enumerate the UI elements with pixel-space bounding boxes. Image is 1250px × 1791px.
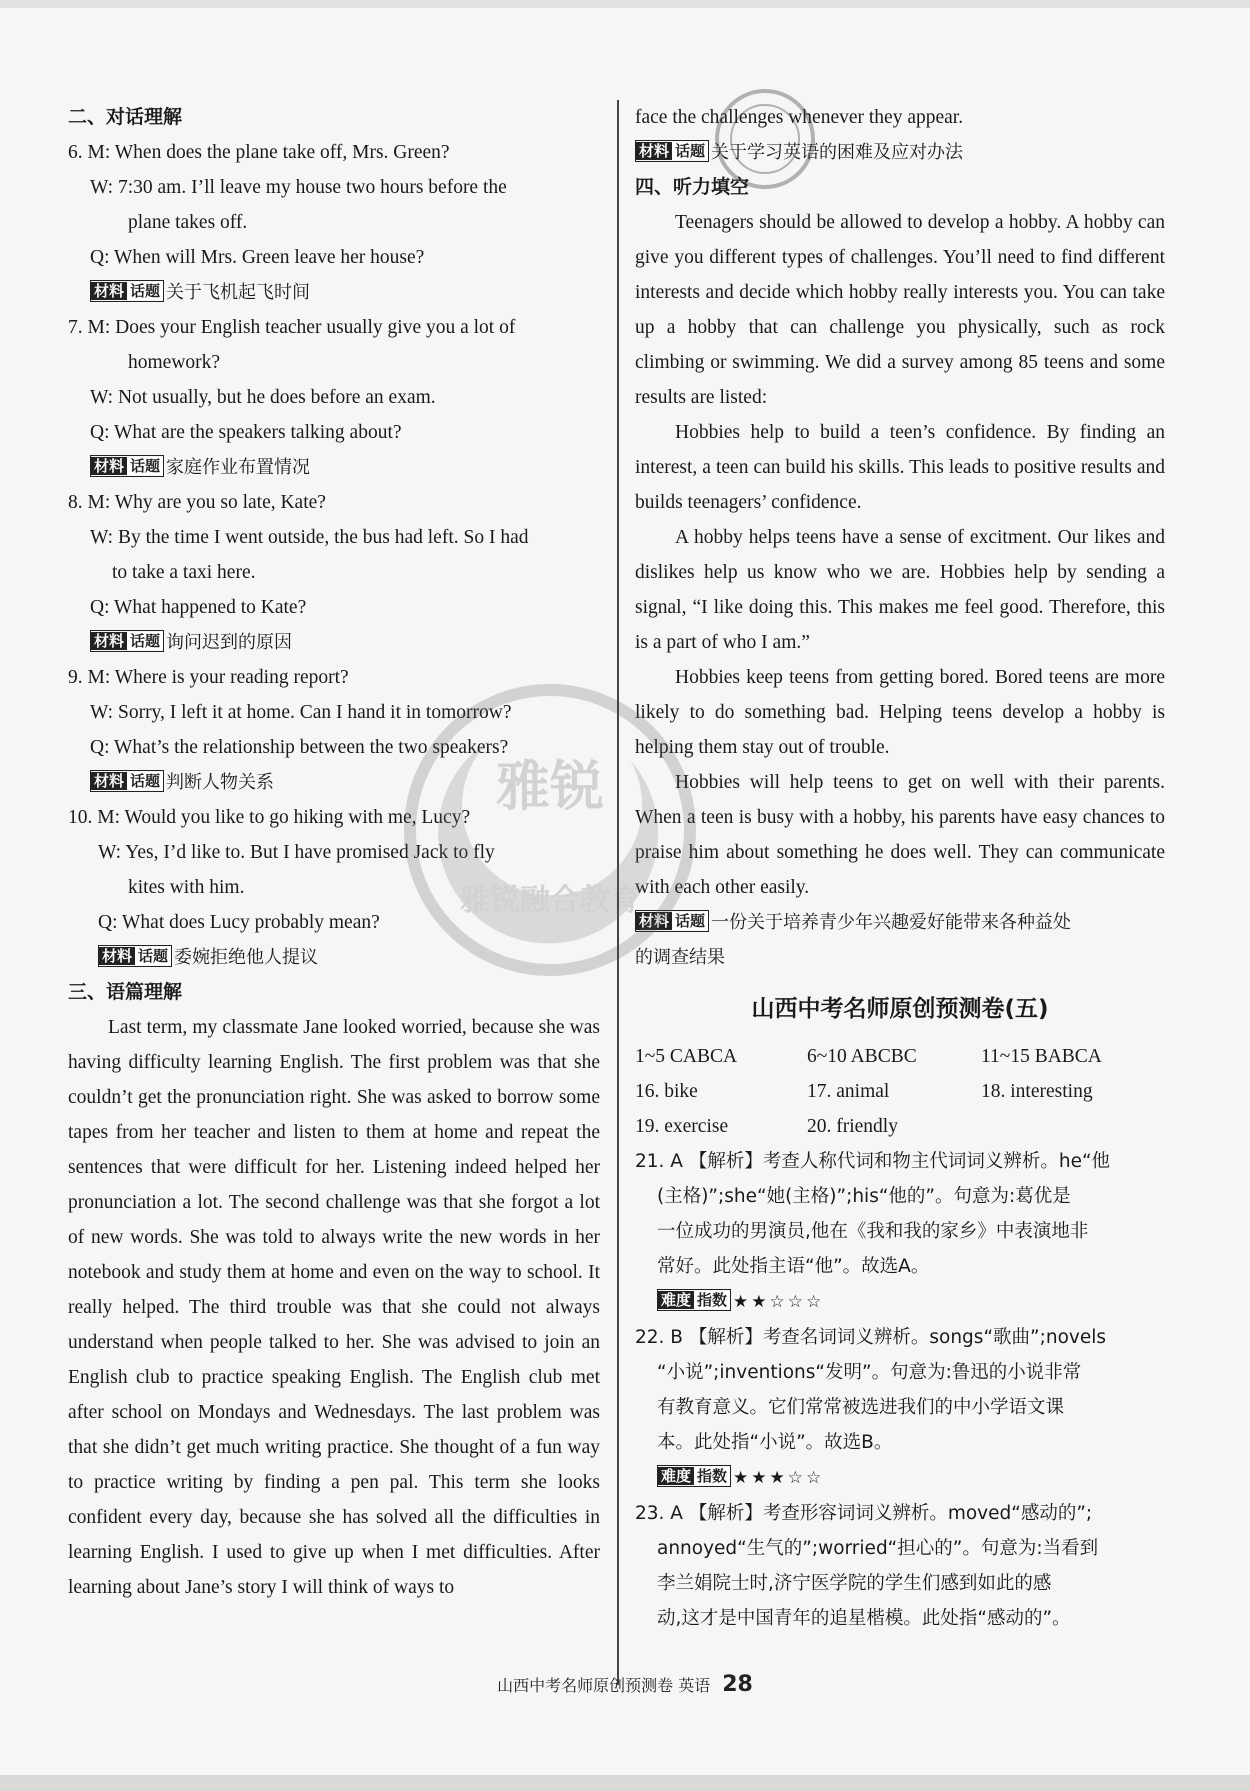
topic-text: 关于学习英语的困难及应对办法 bbox=[711, 142, 964, 163]
listening-paragraph: Hobbies will help teens to get on well with their parents. When a teen is busy with a hobby, his parents have easy chances to praise him about something he does well. They can communicate with each other easily. bbox=[635, 772, 1165, 898]
answer-cell: 6~10 ABCBC bbox=[807, 1046, 917, 1067]
topic-line bbox=[635, 905, 1165, 940]
topic-text: 一份关于培养青少年兴趣爱好能带来各种益处 bbox=[711, 912, 1072, 933]
topic-text: 家庭作业布置情况 bbox=[166, 457, 311, 478]
question-line: Q: What does Lucy probably mean? bbox=[98, 912, 380, 933]
answer-cell: 11~15 BABCA bbox=[981, 1046, 1102, 1067]
scan-top-edge bbox=[0, 0, 1250, 8]
question-line: Q: When will Mrs. Green leave her house? bbox=[90, 247, 425, 268]
difficulty-badge: 难度 指数 bbox=[657, 1465, 731, 1487]
difficulty-stars: ★★★☆☆ bbox=[733, 1468, 825, 1488]
topic-text: 询问迟到的原因 bbox=[166, 632, 293, 653]
topic-line bbox=[68, 625, 600, 660]
topic-line bbox=[68, 765, 600, 800]
answer-cell: 18. interesting bbox=[981, 1081, 1093, 1102]
dialogue-line: 8. M: Why are you so late, Kate? bbox=[68, 492, 326, 513]
answer-cell: 20. friendly bbox=[807, 1116, 898, 1137]
question-line: Q: What happened to Kate? bbox=[90, 597, 307, 618]
answer-row bbox=[635, 1109, 1165, 1144]
dialogue-line: 6. M: When does the plane take off, Mrs. Green? bbox=[68, 142, 450, 163]
answer-row bbox=[635, 1074, 1165, 1109]
page-number: 28 bbox=[722, 1672, 753, 1697]
topic-line bbox=[68, 275, 600, 310]
answer-cell: 16. bike bbox=[635, 1081, 698, 1102]
topic-line bbox=[68, 450, 600, 485]
difficulty-line bbox=[635, 1460, 1165, 1496]
dialogue-line: W: Not usually, but he does before an exam. bbox=[90, 387, 436, 408]
difficulty-stars: ★★☆☆☆ bbox=[733, 1292, 825, 1312]
question-line: Q: What are the speakers talking about? bbox=[90, 422, 402, 443]
material-topic-badge: 材料 话题 bbox=[98, 945, 172, 967]
answer-cell: 17. animal bbox=[807, 1081, 890, 1102]
svg-text:雅锐融合教育: 雅锐融合教育 bbox=[460, 883, 640, 918]
question-line: Q: What’s the relationship between the two speakers? bbox=[90, 737, 509, 758]
footer-text: 山西中考名师原创预测卷 英语 bbox=[497, 1676, 711, 1695]
difficulty-line bbox=[635, 1284, 1165, 1320]
answer-cell: 1~5 CABCA bbox=[635, 1046, 738, 1067]
dialogue-line: W: 7:30 am. I’ll leave my house two hours before the bbox=[90, 177, 507, 198]
explanation-22: 22. B 【解析】考查名词词义辨析。songs“歌曲”;novels “小说”;inventions“发明”。句意为:鲁迅的小说非常 有教育意义。它们常常被选进我们的中小学语文课 本。此处指“小说”。故选B。 难度 指数 ★★★☆☆ bbox=[635, 1320, 1165, 1496]
listening-paragraph: Hobbies help to build a teen’s confidence. By finding an interest, a teen can build his skills. This leads to positive results and builds teenagers’ confidence. bbox=[635, 422, 1165, 513]
material-topic-badge: 材料 话题 bbox=[635, 910, 709, 932]
scan-bottom-edge bbox=[0, 1775, 1250, 1791]
material-topic-badge: 材料 话题 bbox=[635, 140, 709, 162]
explanation-23: 23. A 【解析】考查形容词词义辨析。moved“感动的”; annoyed“生气的”;worried“担心的”。句意为:当看到 李兰娟院士时,济宁医学院的学生们感到如此的感 动,这才是中国青年的追星楷模。此处指“感动的”。 bbox=[635, 1503, 1099, 1629]
section-heading: 四、听力填空 bbox=[635, 176, 750, 198]
section-heading: 三、语篇理解 bbox=[68, 981, 183, 1003]
dialogue-line: 9. M: Where is your reading report? bbox=[68, 667, 349, 688]
listening-paragraph: Hobbies keep teens from getting bored. Bored teens are more likely to do something bad. Helping teens develop a hobby is helping them stay out of trouble. bbox=[635, 667, 1165, 758]
dialogue-line: 7. M: Does your English teacher usually give you a lot of bbox=[68, 317, 516, 338]
difficulty-badge: 难度 指数 bbox=[657, 1289, 731, 1311]
svg-text:雅锐: 雅锐 bbox=[496, 755, 604, 818]
dialogue-line: 10. M: Would you like to go hiking with me, Lucy? bbox=[68, 807, 471, 828]
topic-line bbox=[635, 135, 1165, 170]
material-topic-badge: 材料 话题 bbox=[90, 770, 164, 792]
material-topic-badge: 材料 话题 bbox=[90, 280, 164, 302]
column-divider bbox=[617, 100, 619, 1685]
left-column bbox=[68, 100, 600, 1605]
right-column bbox=[635, 100, 1165, 1636]
topic-text: 委婉拒绝他人提议 bbox=[174, 947, 319, 968]
explanation-21: 21. A 【解析】考查人称代词和物主代词词义辨析。he“他 (主格)”;she“她(主格)”;his“他的”。句意为:葛优是 一位成功的男演员,他在《我和我的家乡》中表演地非 常好。此处指主语“他”。故选A。 难度 指数 ★★☆☆☆ bbox=[635, 1144, 1165, 1320]
topic-line bbox=[68, 940, 600, 975]
section-heading: 二、对话理解 bbox=[68, 106, 183, 128]
dialogue-line: to take a taxi here. bbox=[112, 562, 256, 583]
topic-text: 关于飞机起飞时间 bbox=[166, 282, 311, 303]
reading-passage: Last term, my classmate Jane looked worried, because she was having difficulty learning English. The first problem was that she couldn’t get the pronunciation right. She was asked to borrow some tapes from her teacher and listen to them at home and repeat the sentences that were difficult for her. Listening indeed helped her pronunciation a lot. The second challenge was that she forgot a lot of new words. She was told to always write the new words in her notebook and study them at home and even on the way to school. It really helped. The third trouble was that she could not always understand when people talked to her. She was advised to join an English club to practice speaking English. The English club met after school on Mondays and Wednesdays. The last problem was that she didn’t get much writing practice. She thought of a fun way to practice writing by finding a pen pal. This term she looks confident every day, because she has solved all the difficulties in learning English. I used to give up when I met difficulties. After learning about Jane’s story I will think of ways to bbox=[68, 1017, 600, 1598]
answer-row bbox=[635, 1039, 1165, 1074]
dialogue-line: homework? bbox=[128, 352, 221, 373]
topic-line-continued: 的调查结果 bbox=[635, 947, 725, 968]
answer-cell: 19. exercise bbox=[635, 1116, 729, 1137]
page-footer bbox=[0, 1672, 1250, 1697]
dialogue-line: kites with him. bbox=[128, 877, 245, 898]
dialogue-line: W: Sorry, I left it at home. Can I hand it in tomorrow? bbox=[90, 702, 512, 723]
material-topic-badge: 材料 话题 bbox=[90, 630, 164, 652]
listening-paragraph: A hobby helps teens have a sense of excitment. Our likes and dislikes help us know who we are. Hobbies help by sending a signal, “I like doing this. This makes me feel good. Therefore, this is a part of who I am.” bbox=[635, 527, 1165, 653]
dialogue-line: plane takes off. bbox=[128, 212, 248, 233]
material-topic-badge: 材料 话题 bbox=[90, 455, 164, 477]
dialogue-line: W: Yes, I’d like to. But I have promised Jack to fly bbox=[98, 842, 495, 863]
topic-text: 判断人物关系 bbox=[166, 772, 275, 793]
dialogue-line: W: By the time I went outside, the bus had left. So I had bbox=[90, 527, 529, 548]
passage-end-line: face the challenges whenever they appear. bbox=[635, 107, 964, 128]
listening-paragraph: Teenagers should be allowed to develop a hobby. A hobby can give you different types of challenges. You’ll need to find different interests and decide which hobby really interests you. You can take up a hobby that can challenge you physically, such as rock climbing or swimming. We did a survey among 85 teens and some results are listed: bbox=[635, 212, 1165, 408]
answer-key-title: 山西中考名师原创预测卷(五) bbox=[751, 996, 1049, 1022]
